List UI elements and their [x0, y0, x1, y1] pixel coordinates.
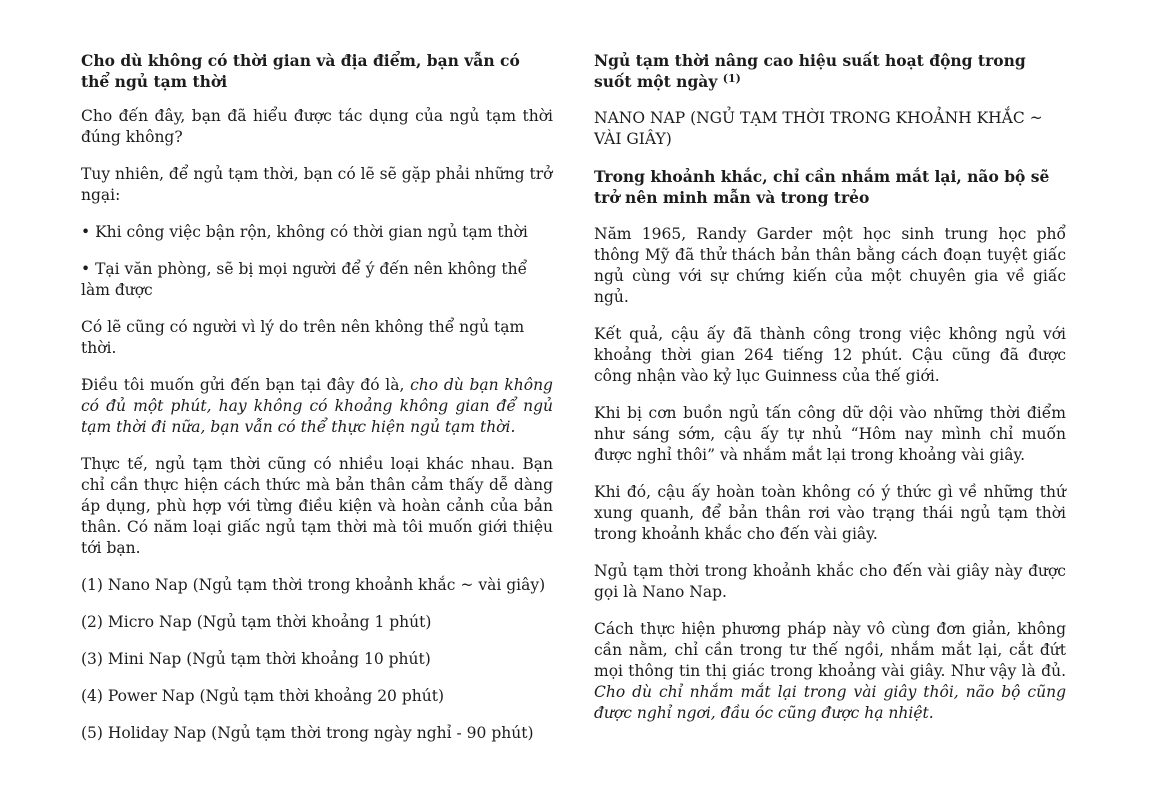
- list-item: (4) Power Nap (Ngủ tạm thời khoảng 20 phút): [81, 687, 445, 705]
- section-heading: [594, 50, 1066, 92]
- chapter-subtitle: NANO NAP (NGỦ TẠM THỜI TRONG KHOẢNH KHẮC ~ VÀI GIÂY): [594, 109, 1043, 148]
- paragraph: [81, 375, 553, 438]
- bullet-item: • Khi công việc bận rộn, không có thời gian ngủ tạm thời: [81, 223, 528, 241]
- footnote-marker: (1): [722, 72, 741, 85]
- list-item: (3) Mini Nap (Ngủ tạm thời khoảng 10 phút): [81, 650, 431, 668]
- paragraph: Khi bị cơn buồn ngủ tấn công dữ dội vào những thời điểm như sáng sớm, cậu ấy tự nhủ “Hôm nay mình chỉ muốn được nghỉ thôi” và nhắm mắt lại trong khoảng vài giây.: [594, 404, 1066, 464]
- left-column: [81, 50, 553, 760]
- paragraph: Cho đến đây, bạn đã hiểu được tác dụng của ngủ tạm thời đúng không?: [81, 107, 553, 146]
- paragraph: Kết quả, cậu ấy đã thành công trong việc không ngủ với khoảng thời gian 264 tiếng 12 phút. Cậu cũng đã được công nhận vào kỷ lục Guinness của thế giới.: [594, 325, 1066, 385]
- paragraph-text: Cách thực hiện phương pháp này vô cùng đơn giản, không cần nằm, chỉ cần trong tư thế ngồi, nhắm mắt lại, cắt đứt mọi thông tin thị giác trong khoảng vài giây. Như vậy là đủ.: [594, 620, 1066, 680]
- paragraph-text: Điều tôi muốn gửi đến bạn tại đây đó là,: [81, 376, 411, 394]
- list-item: (2) Micro Nap (Ngủ tạm thời khoảng 1 phút): [81, 613, 432, 631]
- paragraph: Có lẽ cũng có người vì lý do trên nên không thể ngủ tạm thời.: [81, 318, 525, 357]
- paragraph: Khi đó, cậu ấy hoàn toàn không có ý thức gì về những thứ xung quanh, để bản thân rơi vào trạng thái ngủ tạm thời trong khoảnh khắc cho đến vài giây.: [594, 483, 1066, 543]
- bullet-item: • Tại văn phòng, sẽ bị mọi người để ý đến nên không thể làm được: [81, 260, 528, 299]
- right-column: [594, 50, 1066, 740]
- emphasis-text: cho dù bạn không có đủ một phút, hay không có khoảng không gian để ngủ tạm thời đi nữa, bạn vẫn có thể thực hiện ngủ tạm thời.: [81, 376, 553, 436]
- heading-text: Ngủ tạm thời nâng cao hiệu suất hoạt động trong suốt một ngày: [594, 51, 1026, 91]
- list-item: (5) Holiday Nap (Ngủ tạm thời trong ngày nghỉ - 90 phút): [81, 724, 534, 742]
- paragraph: [594, 619, 1066, 724]
- paragraph: Năm 1965, Randy Garder một học sinh trung học phổ thông Mỹ đã thử thách bản thân bằng cách đoạn tuyệt giấc ngủ cùng với sự chứng kiến của một chuyên gia về giấc ngủ.: [594, 225, 1066, 306]
- subheading: Trong khoảnh khắc, chỉ cần nhắm mắt lại, não bộ sẽ trở nên minh mẫn và trong trẻo: [594, 167, 1050, 207]
- section-heading: Cho dù không có thời gian và địa điểm, bạn vẫn có thể ngủ tạm thời: [81, 51, 520, 91]
- paragraph: Tuy nhiên, để ngủ tạm thời, bạn có lẽ sẽ gặp phải những trở ngại:: [81, 165, 553, 204]
- paragraph: Thực tế, ngủ tạm thời cũng có nhiều loại khác nhau. Bạn chỉ cần thực hiện cách thức mà bản thân cảm thấy dễ dàng áp dụng, phù hợp với từng điều kiện và hoàn cảnh của bản thân. Có năm loại giấc ngủ tạm thời mà tôi muốn giới thiệu tới bạn.: [81, 455, 553, 557]
- list-item: (1) Nano Nap (Ngủ tạm thời trong khoảnh khắc ~ vài giây): [81, 576, 546, 594]
- paragraph: Ngủ tạm thời trong khoảnh khắc cho đến vài giây này được gọi là Nano Nap.: [594, 562, 1066, 601]
- emphasis-text: Cho dù chỉ nhắm mắt lại trong vài giây thôi, não bộ cũng được nghỉ ngơi, đầu óc cũng được hạ nhiệt.: [594, 683, 1066, 722]
